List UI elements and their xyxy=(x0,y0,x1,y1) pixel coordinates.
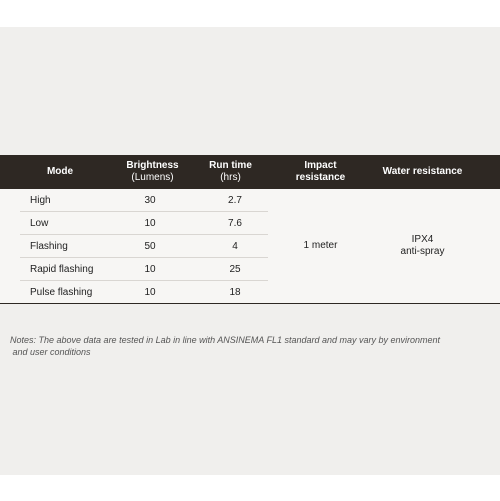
header-brightness-unit: (Lumens) xyxy=(131,172,174,183)
header-water xyxy=(365,155,480,189)
spec-table xyxy=(0,155,500,303)
header-water-label: Water resistance xyxy=(382,166,463,177)
table-header xyxy=(0,155,500,189)
table-row xyxy=(20,281,268,303)
mode-cell: Rapid flashing xyxy=(30,263,94,275)
brightness-cell: 10 xyxy=(144,286,156,298)
runtime-cell: 4 xyxy=(232,240,238,252)
header-runtime-label: Run time xyxy=(209,160,252,171)
header-runtime-unit: (hrs) xyxy=(220,172,241,183)
notes-text xyxy=(10,334,490,358)
header-mode-label: Mode xyxy=(46,166,74,177)
table-bottom-rule xyxy=(0,303,500,304)
header-runtime xyxy=(198,155,263,189)
runtime-cell: 2.7 xyxy=(228,194,242,206)
header-brightness xyxy=(115,155,190,189)
mode-cell: Pulse flashing xyxy=(30,286,93,298)
mode-cell: Flashing xyxy=(30,240,68,252)
brightness-cell: 10 xyxy=(144,263,156,275)
table-row xyxy=(20,212,268,235)
brightness-cell: 30 xyxy=(144,194,156,206)
runtime-cell: 25 xyxy=(229,263,241,275)
water-value xyxy=(365,189,480,303)
header-impact xyxy=(283,155,358,189)
header-impact-label: Impact xyxy=(304,160,337,171)
impact-value xyxy=(283,189,358,303)
brightness-cell: 50 xyxy=(144,240,156,252)
water-value-line1: IPX4 xyxy=(411,234,434,245)
impact-value-text: 1 meter xyxy=(303,240,338,251)
table-body xyxy=(0,189,500,303)
notes-line1: Notes: The above data are tested in Lab in line with ANSINEMA FL1 standard and may vary by environment xyxy=(10,335,441,345)
header-mode xyxy=(20,155,100,189)
table-row xyxy=(20,235,268,258)
header-impact-label-2: resistance xyxy=(295,172,346,183)
mode-cell: Low xyxy=(30,217,49,229)
runtime-cell: 7.6 xyxy=(228,217,242,229)
table-row xyxy=(20,258,268,281)
runtime-cell: 18 xyxy=(229,286,241,298)
notes-line2: and user conditions xyxy=(10,347,91,357)
header-brightness-label: Brightness xyxy=(126,160,179,171)
mode-cell: High xyxy=(30,194,51,206)
table-row xyxy=(20,189,268,212)
brightness-cell: 10 xyxy=(144,217,156,229)
water-value-line2: anti-spray xyxy=(400,246,445,257)
